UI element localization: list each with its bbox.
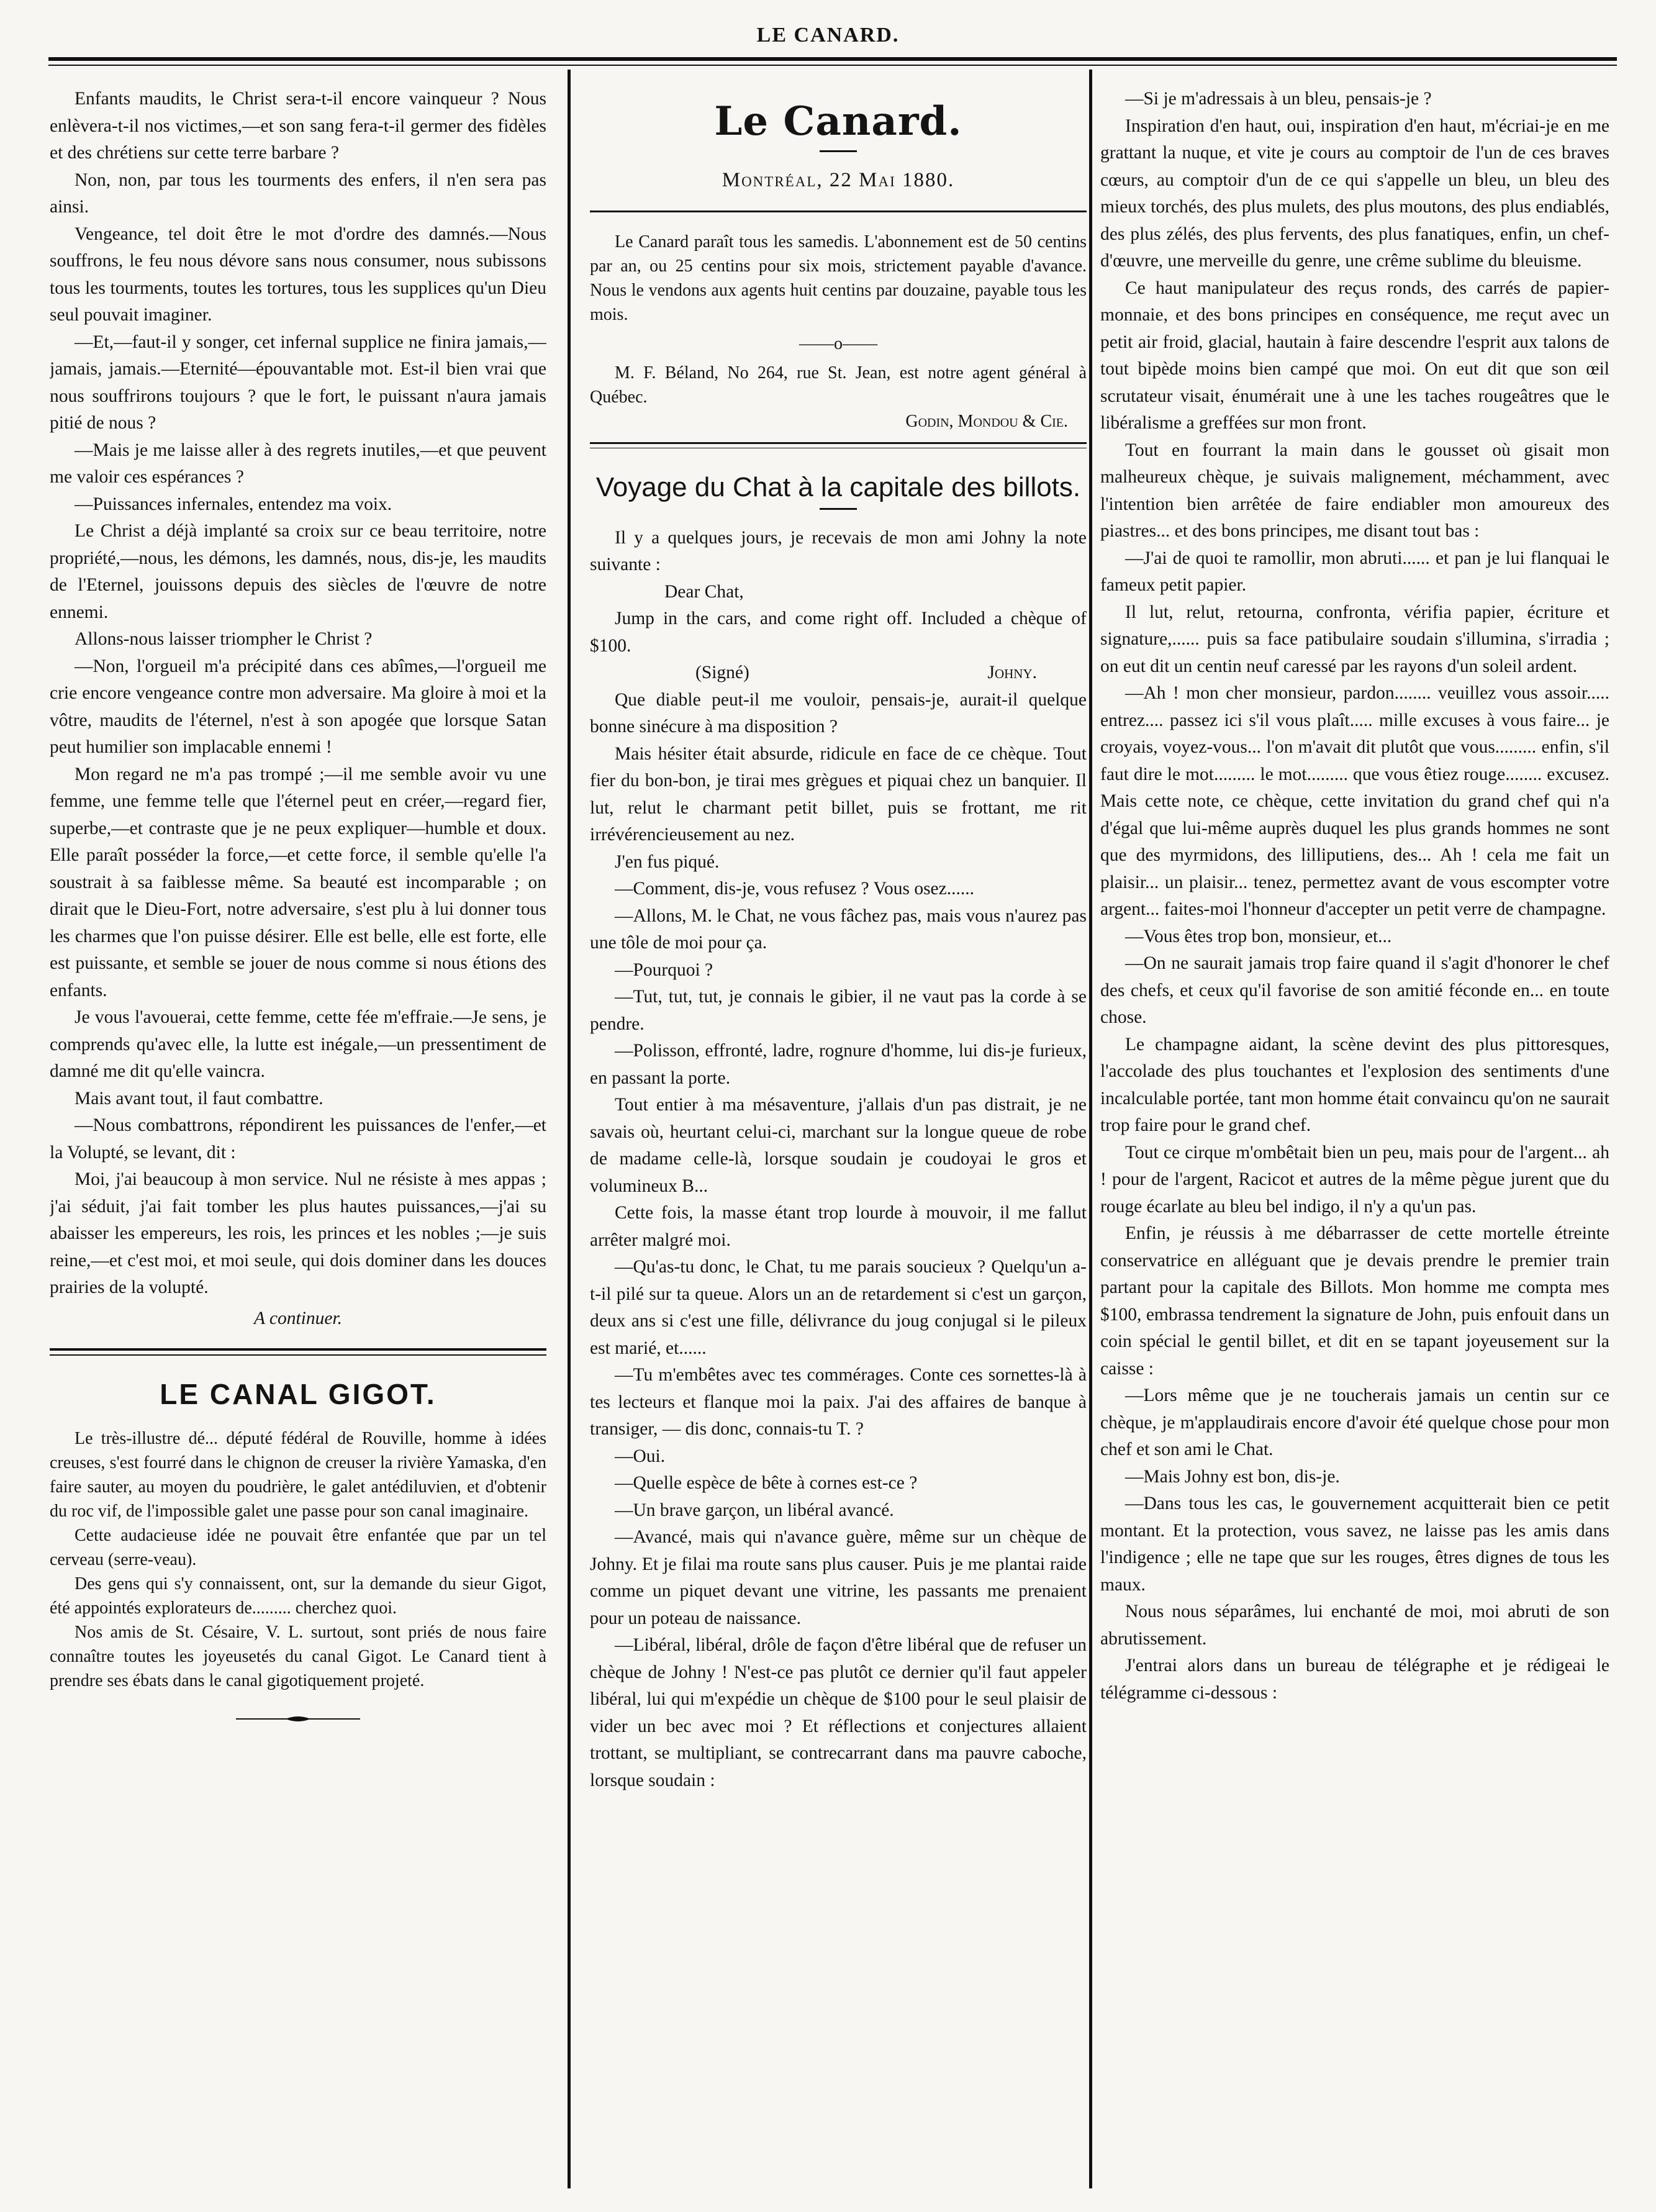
column-center [590,86,1087,2181]
paragraph: —Vous êtes trop bon, monsieur, et... [1125,926,1392,946]
header-rule-thick [48,57,1617,61]
paragraph: —Dans tous les cas, le gouvernement acquitterait bien ce petit montant. Et la protection, vous savez, ne laisse pas les amis dans l'indigence ; elle ne tape que sur les rouges, êtres dignes de tous les maux. [1100,1494,1609,1595]
column-right [1100,86,1609,2181]
running-head: LE CANARD. [756,24,900,47]
paragraph: —Lors même que je ne toucherais jamais un centin sur ce chèque, je m'applaudirais encore d'avoir été quelque chose pour mon chef et son ami le Chat. [1100,1385,1609,1459]
paragraph: Inspiration d'en haut, oui, inspiration d'en haut, m'écriai-je en me grattant la nuque, et vite je cours au comptoir de l'un de ces braves cœurs, au comptoir d'un de ce qui s'appelle un bleu, un bleu des mieux torchés, des plus mulets, des plus moutons, des plus endiablés, des plus zélés, des plus fervents, des plus fanatiques, enfin, un chef-d'œuvre, une merveille du genre, une crême sublime du bleuisme. [1100,116,1609,271]
paragraph: —Comment, dis-je, vous refusez ? Vous osez...... [615,879,974,899]
paragraph: —J'ai de quoi te ramollir, mon abruti...... et pan je lui flanquai le fameux petit papier. [1100,548,1609,595]
paragraph: Il lut, relut, retourna, confronta, vérifia papier, écriture et signature,...... puis sa face patibulaire soudain s'illumina, s'irradia ; on eut dit un centin neuf caressé par les rayons d'un soleil ardent. [1100,602,1609,676]
paragraph: Il y a quelques jours, je recevais de mon ami Johny la note suivante : [590,527,1087,574]
double-rule [590,442,1087,448]
paragraph: Enfants maudits, le Christ sera-t-il encore vainqueur ? Nous enlèvera-t-il nos victimes,—et son sang fera-t-il germer des fidèles et des chrétiens sur cette terre barbare ? [50,89,546,163]
paragraph: —Libéral, libéral, drôle de façon d'être libéral que de refuser un chèque de Johny ! N'est-ce pas plutôt ce dernier qu'il faut appeler libéral, lui qui m'expédie un chèque de $100 pour le seul plaisir de vider un bec avec moi ? Et réflections et conjectures allaient trottant, se multipliant, se contrecarrant dans ma pauvre caboche, lorsque soudain : [590,1635,1087,1790]
paragraph: —Oui. [615,1446,666,1466]
paragraph: —Si je m'adressais à un bleu, pensais-je ? [1125,89,1432,109]
paragraph: —Non, l'orgueil m'a précipité dans ces abîmes,—l'orgueil me crie encore vengeance contre mon adversaire. Ma gloire à moi et la vôtre, maudits de l'éternel, n'est à son apogée que lorsque Satan peut humilier son implacable ennemi ! [50,656,546,757]
paragraph: Non, non, par tous les tourments des enfers, il n'en sera pas ainsi. [50,170,546,217]
paragraph: Nos amis de St. Césaire, V. L. surtout, sont priés de nous faire connaître toutes les joyeusetés du canal Gigot. Le Canard tient à prendre ses ébats dans le canal gigotiquement projeté. [50,1623,546,1690]
paragraph: —Et,—faut-il y songer, cet infernal supplice ne finira jamais,—jamais, jamais.—Eternité—épouvantable mot. Est-il bien vrai que nous souffrirons toujours ? que le fort, le puissant n'aura jamais pitié de nous ? [50,332,546,433]
paragraph: Mais avant tout, il faut combattre. [75,1088,324,1108]
agent-notice: M. F. Béland, No 264, rue St. Jean, est notre agent général à Québec. [590,363,1087,407]
paragraph: —Mais je me laisse aller à des regrets inutiles,—et que peuvent me valoir ces espérances ? [50,440,546,487]
dateline: Montréal, 22 Mai 1880. [722,169,955,191]
paragraph: Tout entier à ma mésaventure, j'allais d'un pas distrait, je ne savais où, heurtant celui-ci, marchant sur la longue queue de robe de madame celle-là, lorsque soudain je coudoyai le gros et volumineux B... [590,1095,1087,1196]
paragraph: Le Christ a déjà implanté sa croix sur ce beau territoire, notre propriété,—nous, les démons, les damnés, nous, dis-je, les maudits de l'Eternel, jouissons depuis des siècles de l'œuvre de notre ennemi. [50,521,546,622]
short-rule [820,150,857,152]
section-rule [50,1348,546,1351]
rule [590,211,1087,212]
paragraph: Le très-illustre dé... député fédéral de Rouville, homme à idées creuses, s'est fourré dans le chignon de creuser la rivière Yamaska, d'en faire sauter, au moyen du poudrière, le galet antédiluvien, et d'obtenir du roc vif, de l'impossible galet une passe pour son canal imaginaire. [50,1429,546,1521]
letter-salutation: Dear Chat, [664,581,744,602]
section-rule-thin [50,1354,546,1356]
paragraph: Mon regard ne m'a pas trompé ;—il me semble avoir vu une femme, une femme telle que l'éternel peut en créer,—regard fier, superbe,—et contraste que je ne peux expliquer—humble et doux. Elle paraît posséder la force,—et cette force, il semble qu'elle l'a soustrait à sa faiblesse même. Sa beauté est incomparable ; on dirait que le Dieu-Fort, notre adversaire, s'est plu à lui donner tous les charmes que l'on puisse désirer. Elle est belle, elle est forte, elle est puissante, et semble se jouer de nous comme si nous étions des enfants. [50,764,546,1000]
header-rule-thin [48,65,1617,66]
paragraph: —Qu'as-tu donc, le Chat, tu me parais soucieux ? Quelqu'un a-t-il pilé sur ta queue. Alors un an de retardement si c'est un garçon, deux ans si c'est une fille, délivrance du joug conjugal si le pileux est marié, et...... [590,1257,1087,1358]
ornament-divider-icon [50,1704,546,1731]
letter-body: Jump in the cars, and come right off. Included a chèque of $100. [590,609,1087,656]
short-rule [820,508,857,510]
paragraph: Tout en fourrant la main dans le gousset où gisait mon malheureux chèque, je suivais malignement, méchamment, avec l'intention bien arrêtée de faire endiabler mon amoureux des piastres... et des bons principes, me disant tout bas : [1100,440,1609,541]
paragraph: —Puissances infernales, entendez ma voix. [75,494,392,514]
paragraph: Cette fois, la masse étant trop lourde à mouvoir, il me fallut arrêter malgré moi. [590,1203,1087,1250]
paragraph: Le champagne aidant, la scène devint des plus pittoresques, l'accolade des plus touchantes et l'explosion des sentiments d'une incalculable portée, tant mon homme était convaincu qu'on ne saurait trop faire pour le grand chef. [1100,1034,1609,1135]
paragraph: J'en fus piqué. [615,851,720,872]
notice-separator: ——o—— [799,333,877,353]
sender: Johny. [987,663,1037,682]
publishers: Godin, Mondou & Cie. [905,411,1068,431]
paragraph: —Mais Johny est bon, dis-je. [1125,1466,1340,1487]
paragraph: Enfin, je réussis à me débarrasser de cette mortelle étreinte conservatrice en alléguant que je devais prendre le premier train partant pour la capitale des Billots. Mon homme me compta mes $100, embrassa tendrement la signature de John, puis enfouit dans un coin spécial le gentil billet, et dit en se tapant joyeusement sur la caisse : [1100,1223,1609,1379]
paragraph: —Tu m'embêtes avec tes commérages. Conte ces sornettes-là à tes lecteurs et flanque moi la paix. J'ai des affaires de banque à transiger, — dis donc, connais-tu T. ? [590,1365,1087,1439]
paragraph: —Ah ! mon cher monsieur, pardon........ veuillez vous assoir..... entrez.... passez ici s'il vous plaît..... mille excuses à vous faire... je croyais, voyez-vous... l'on m'avait dit plutôt que vous......... enfin, s'il faut dire le mot......... le mot......... que vous êtiez rouge........ excusez. Mais cette note, ce chèque, cette invitation du grand chef qui n'a d'égal que lui-même auprès duquel les plus grands hommes ne sont que des myrmidons, des lilliputiens, des... Ah ! cela me fait un plaisir... un plaisir... tenez, permettez avant de vous escompter votre argent... faites-moi l'honneur d'accepter un petit verre de champagne. [1100,683,1609,919]
paragraph: Allons-nous laisser triompher le Christ ? [75,629,373,649]
signed-label: (Signé) [695,663,749,682]
subscription-notice: Le Canard paraît tous les samedis. L'abonnement est de 50 centins par an, ou 25 centins pour six mois, strictement payable d'avance. Nous le vendons aux agents huit centins par douzaine, payable tous les mois. [590,232,1087,324]
story-title: Voyage du Chat à la capitale des billots. [595,471,1081,502]
paragraph: Vengeance, tel doit être le mot d'ordre des damnés.—Nous souffrons, le feu nous dévore sans nous consumer, nous subissons tous les tourments, toutes les tortures, tous les supplices qu'un Dieu seul pouvait imaginer. [50,224,546,325]
column-divider-right [1089,70,1092,2188]
paragraph: Mais hésiter était absurde, ridicule en face de ce chèque. Tout fier du bon-bon, je tirai mes grègues et piquai chez un banquier. Il lut, relut le charmant petit billet, puis se frottant, me rit irrévérencieusement au nez. [590,743,1087,845]
paragraph: Ce haut manipulateur des reçus ronds, des carrés de papier-monnaie, et des bons principes en conséquence, me reçut avec un petit air froid, glacial, hautain à faire descendre l'esprit aux talons de tout bipède moins bien campé que moi. On eut dit que son œil scrutateur visait, énumérait une à une les taches rougeâtres que le libéralisme a greffées sur mon front. [1100,278,1609,433]
paragraph: Cette audacieuse idée ne pouvait être enfantée que par un tel cerveau (serre-veau). [50,1526,546,1569]
paragraph: —Allons, M. le Chat, ne vous fâchez pas, mais vous n'aurez pas une tôle de moi pour ça. [590,905,1087,953]
paragraph: —Quelle espèce de bête à cornes est-ce ? [615,1473,918,1493]
paragraph: —Nous combattrons, répondirent les puissances de l'enfer,—et la Volupté, se levant, dit : [50,1115,546,1163]
paragraph: Nous nous séparâmes, lui enchanté de moi, moi abruti de son abrutissement. [1100,1602,1609,1649]
letter-signature [590,660,1087,687]
paragraph: Tout ce cirque m'ombêtait bien un peu, mais pour de l'argent... ah ! pour de l'argent, Racicot et autres de la même pègue jurent que du rouge écarlate au bleu bel indigo, il n'y a qu'un pas. [1100,1142,1609,1217]
paragraph: Moi, j'ai beaucoup à mon service. Nul ne résiste à mes appas ; j'ai séduit, j'ai fait tomber les plus hautes puissances,—j'ai su abaisser les empereurs, les rois, les princes et les nobles ;—je suis reine,—et c'est moi, et moi seule, qui dois dominer dans les douces prairies de la volupté. [50,1169,546,1297]
paragraph: —On ne saurait jamais trop faire quand il s'agit d'honorer le chef des chefs, et ceux qu'il favorise de son amitié féconde en... en toute chose. [1100,953,1609,1027]
to-be-continued: A continuer. [253,1308,343,1328]
paragraph: Des gens qui s'y connaissent, ont, sur la demande du sieur Gigot, été appointés explorateurs de......... cherchez quoi. [50,1574,546,1618]
paragraph: Que diable peut-il me vouloir, pensais-je, aurait-il quelque bonne sinécure à ma disposition ? [590,689,1087,737]
column-left [50,86,546,2181]
paragraph: J'entrai alors dans un bureau de télégraphe et je rédigeai le télégramme ci-dessous : [1100,1656,1609,1703]
paragraph: —Tut, tut, tut, je connais le gibier, il ne vaut pas la corde à se pendre. [590,987,1087,1034]
column-divider-left [568,70,571,2188]
paragraph: —Pourquoi ? [615,959,713,980]
masthead-title: Le Canard. [714,98,962,145]
paragraph: —Polisson, effronté, ladre, rognure d'homme, lui dis-je furieux, en passant la porte. [590,1041,1087,1088]
canal-gigot-heading: LE CANAL GIGOT. [160,1378,437,1410]
paragraph: —Avancé, mais qui n'avance guère, même sur un chèque de Johny. Et je filai ma route sans plus causer. Puis je me plantai raide comme un piquet devant une vitrine, les passants me prenaient pour un poteau de naissance. [590,1527,1087,1628]
paragraph: —Un brave garçon, un libéral avancé. [615,1500,894,1520]
paragraph: Je vous l'avouerai, cette femme, cette fée m'effraie.—Je sens, je comprends qu'avec elle, la lutte est inégale,—un pressentiment de damné me dit qu'elle vaincra. [50,1007,546,1081]
